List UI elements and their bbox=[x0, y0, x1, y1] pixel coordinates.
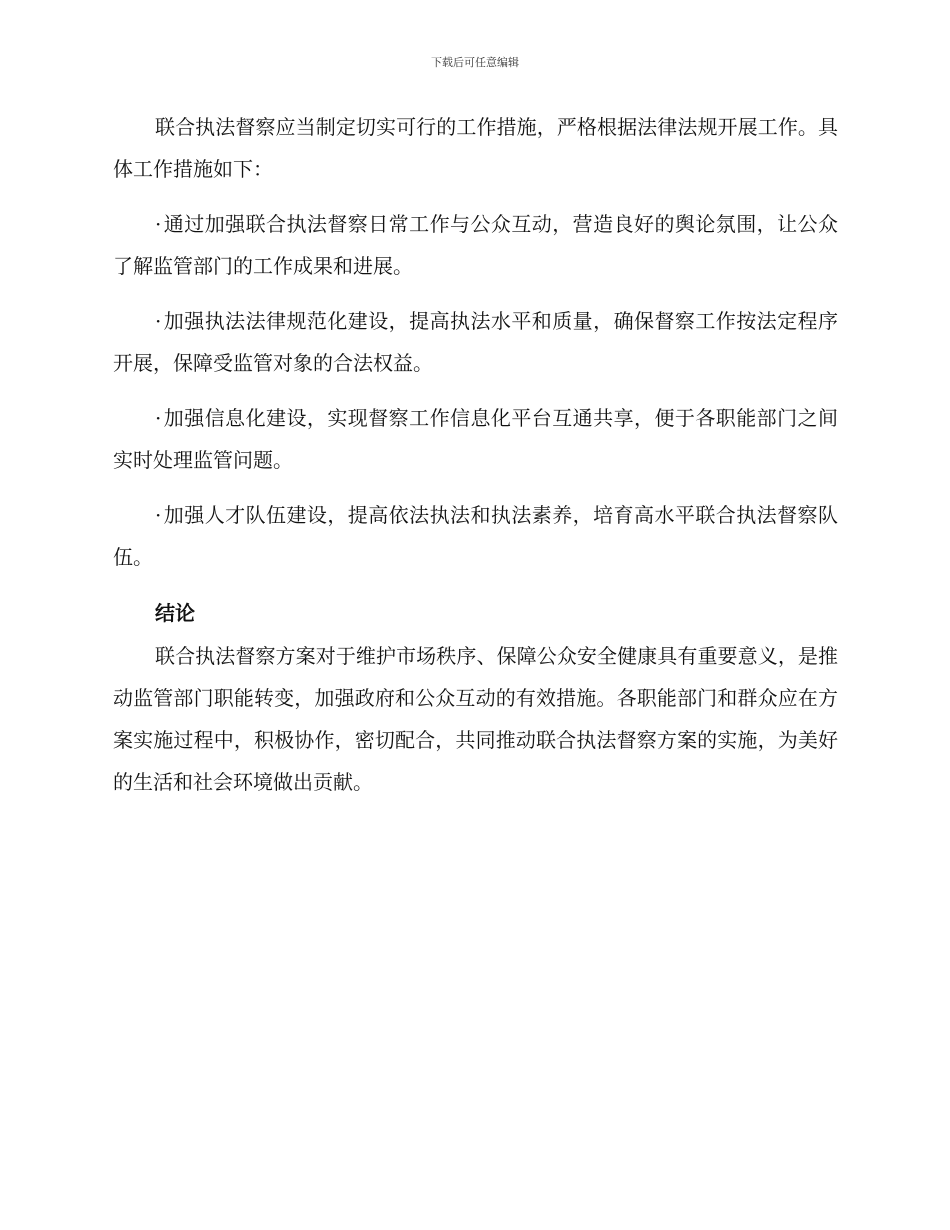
bullet-text: 加强执法法律规范化建设，提高执法水平和质量，确保督察工作按法定程序开展，保障受监管对象的合法权益。 bbox=[113, 309, 838, 375]
conclusion-heading: 结论 bbox=[155, 601, 195, 625]
bullet-dot-icon: · bbox=[155, 212, 162, 236]
bullet-text: 加强信息化建设，实现督察工作信息化平台互通共享，便于各职能部门之间实时处理监管问题。 bbox=[113, 406, 838, 472]
page-header: 下载后可任意编辑 bbox=[431, 56, 519, 69]
bullet-item-3 bbox=[113, 397, 838, 481]
bullet-dot-icon: · bbox=[155, 309, 162, 333]
bullet-dot-icon: · bbox=[155, 503, 162, 527]
bullet-dot-icon: · bbox=[155, 406, 162, 430]
bullet-text: 加强人才队伍建设，提高依法执法和执法素养，培育高水平联合执法督察队伍。 bbox=[113, 503, 838, 569]
document-body bbox=[113, 106, 838, 803]
bullet-item-2 bbox=[113, 300, 838, 384]
bullet-text: 通过加强联合执法督察日常工作与公众互动，营造良好的舆论氛围，让公众了解监管部门的工作成果和进展。 bbox=[113, 212, 838, 278]
bullet-item-4 bbox=[113, 494, 838, 578]
bullet-item-1 bbox=[113, 203, 838, 287]
intro-paragraph: 联合执法督察应当制定切实可行的工作措施，严格根据法律法规开展工作。具体工作措施如下： bbox=[113, 115, 838, 181]
conclusion-paragraph: 联合执法督察方案对于维护市场秩序、保障公众安全健康具有重要意义，是推动监管部门职能转变，加强政府和公众互动的有效措施。各职能部门和群众应在方案实施过程中，积极协作，密切配合，共同推动联合执法督察方案的实施，为美好的生活和社会环境做出贡献。 bbox=[113, 644, 838, 794]
